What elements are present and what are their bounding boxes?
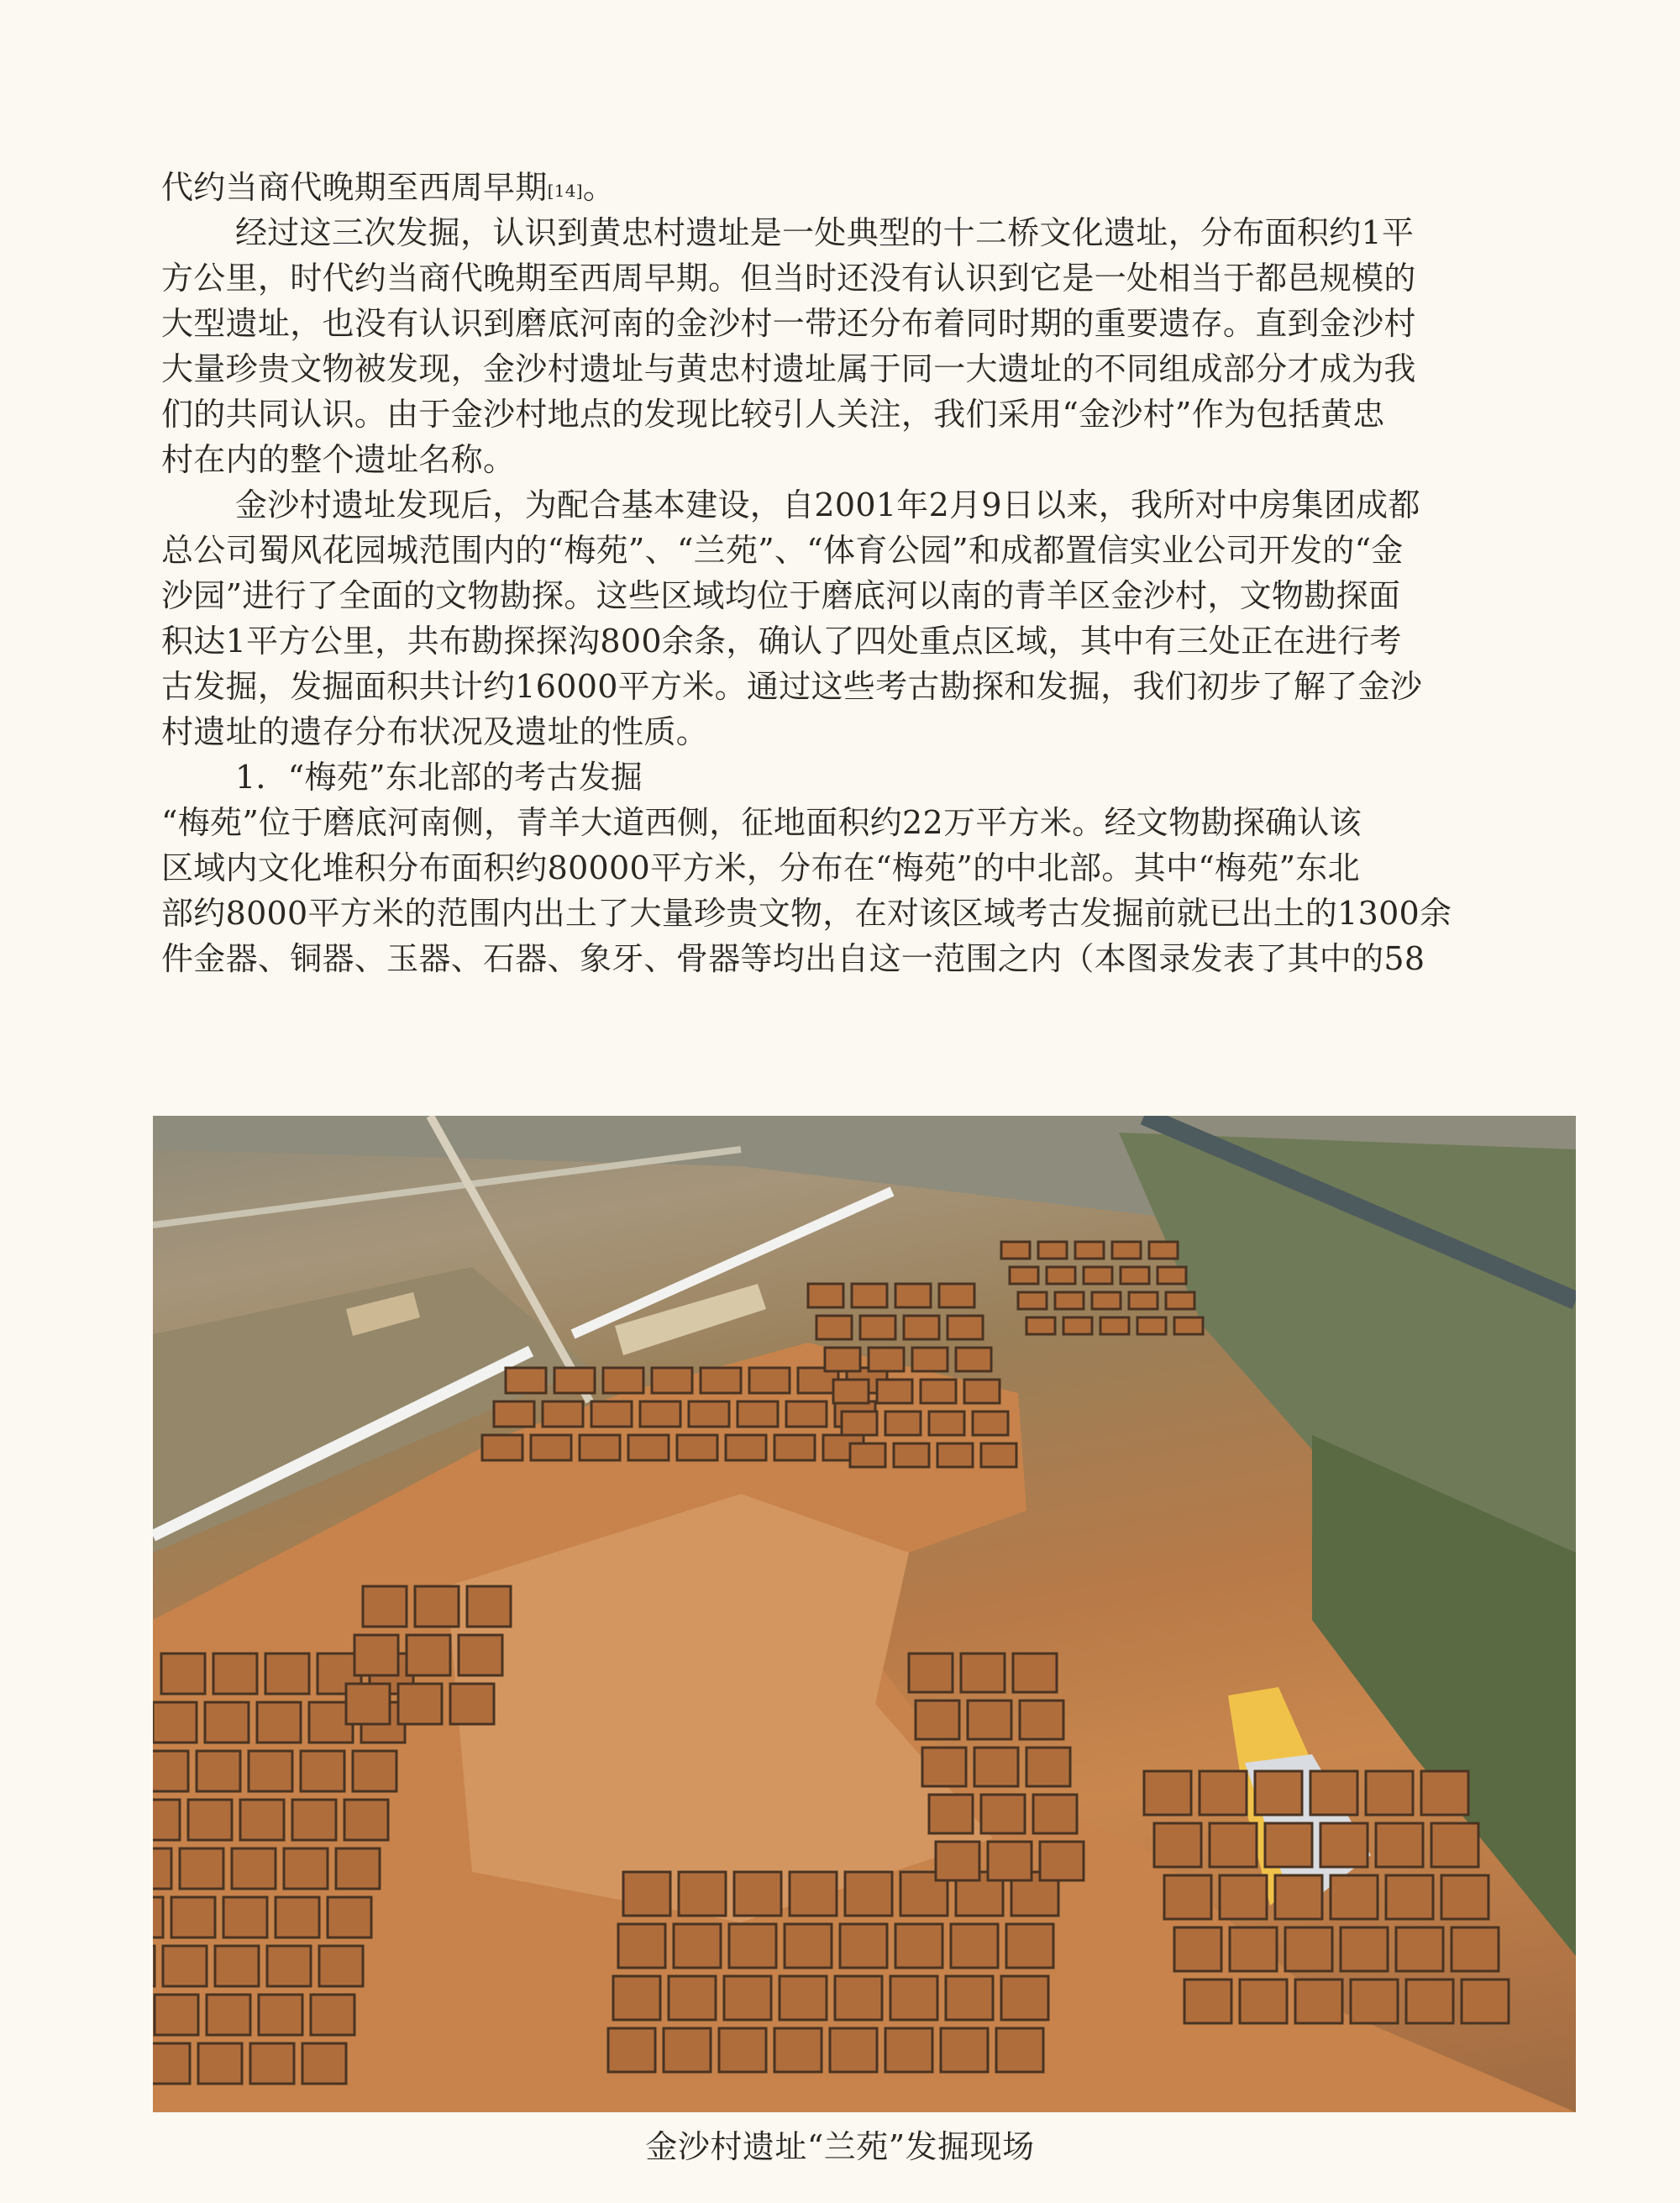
trench-cell (912, 1348, 948, 1371)
trench-cell (850, 1443, 885, 1467)
trench-cell (1341, 1927, 1388, 1971)
trench-cell (895, 1284, 931, 1307)
trench-cell (265, 1654, 309, 1694)
trench-cell (981, 1795, 1025, 1833)
trench-cell (1310, 1771, 1357, 1815)
trench-cell (1100, 1317, 1129, 1334)
trench-cell (171, 1897, 215, 1937)
trench-cell (1431, 1823, 1478, 1867)
text-line: 经过这三次发掘，认识到黄忠村遗址是一处典型的十二桥文化遗址，分布面积约1平 (235, 214, 1415, 251)
trench-cell (623, 1872, 670, 1916)
trench-cell (845, 1872, 892, 1916)
trench-cell (213, 1654, 257, 1694)
trench-cell (153, 1751, 188, 1791)
trench-cell (346, 1684, 390, 1724)
trench-cell (1040, 1842, 1084, 1880)
trench-cell (407, 1635, 450, 1675)
trench-cell (689, 1401, 729, 1427)
trench-cell (1275, 1875, 1322, 1919)
trench-cell (223, 1897, 267, 1937)
trench-cell (1055, 1292, 1084, 1309)
trench-cell (554, 1368, 595, 1393)
trench-cell (415, 1586, 459, 1627)
trench-cell (1112, 1242, 1141, 1259)
trench-cell (240, 1800, 284, 1840)
trench-cell (785, 1924, 832, 1968)
trench-cell (153, 1897, 163, 1937)
trench-cell (852, 1284, 887, 1307)
trench-cell (580, 1435, 620, 1460)
trench-cell (904, 1316, 939, 1339)
trench-cell (163, 1946, 207, 1986)
trench-cell (941, 2028, 988, 2072)
trench-cell (790, 1872, 837, 1916)
section-heading: 1．“梅苑”东北部的考古发掘 (235, 759, 643, 796)
trench-cell (1075, 1242, 1104, 1259)
text-line: 代约当商代晚期至西周早期[14]。 (161, 169, 616, 206)
trench-cell (929, 1412, 964, 1435)
trench-cell (1047, 1267, 1075, 1284)
trench-cell (467, 1586, 511, 1627)
trench-cell (939, 1284, 974, 1307)
trench-cell (921, 1380, 956, 1403)
trench-cell (961, 1654, 1005, 1692)
trench-cell (155, 1995, 198, 2035)
trench-cell (833, 1380, 869, 1403)
trench-cell (284, 1848, 328, 1889)
trench-cell (1166, 1292, 1194, 1309)
trench-cell (276, 1897, 319, 1937)
trench-cell (292, 1800, 336, 1840)
text-line: 积达1平方公里，共布勘探探沟800余条，确认了四处重点区域，其中有三处正在进行考 (161, 623, 1402, 660)
trench-cell (1376, 1823, 1423, 1867)
trench-cell (869, 1348, 904, 1371)
trench-cell (894, 1443, 929, 1467)
trench-cell (842, 1412, 877, 1435)
trench-cell (232, 1848, 276, 1889)
trench-cell (161, 1654, 205, 1694)
trench-cell (215, 1946, 259, 1986)
trench-cell (482, 1435, 522, 1460)
text-line: 们的共同认识。由于金沙村地点的发现比较引人关注，我们采用“金沙村”作为包括黄忠 (161, 396, 1385, 433)
trench-cell (249, 1751, 292, 1791)
text-line: 古发掘，发掘面积共计约16000平方米。通过这些考古勘探和发掘，我们初步了解了金沙 (161, 668, 1423, 705)
text-line: 金沙村遗址发现后，为配合基本建设，自2001年2月9日以来，我所对中房集团成都 (235, 486, 1420, 523)
trench-cell (543, 1401, 583, 1427)
site-building (615, 1284, 766, 1355)
trench-cell (257, 1702, 301, 1743)
trench-cell (734, 1872, 781, 1916)
text-line: 大型遗址，也没有认识到磨底河南的金沙村一带还分布着同时期的重要遗存。直到金沙村 (161, 305, 1416, 342)
trench-cell (816, 1316, 852, 1339)
trench-cell (531, 1435, 571, 1460)
trench-cell (459, 1635, 502, 1675)
trench-cell (738, 1401, 778, 1427)
trench-cell (1006, 1924, 1053, 1968)
trench-cell (267, 1946, 311, 1986)
trench-cell (301, 1751, 344, 1791)
text-line: 件金器、铜器、玉器、石器、象牙、骨器等均出自这一范围之内（本图录发表了其中的58 (161, 940, 1425, 977)
trench-cell (719, 2028, 766, 2072)
trench-cell (1210, 1823, 1257, 1867)
trench-cell (153, 1848, 171, 1889)
trench-cell (916, 1701, 959, 1739)
trench-cell (909, 1654, 953, 1692)
trench-cell (922, 1748, 966, 1786)
trench-cell (336, 1848, 380, 1889)
text-line: 部约8000平方米的范围内出土了大量珍贵文物，在对该区域考古发掘前就已出土的1300余 (161, 895, 1452, 932)
trench-cell (1038, 1242, 1067, 1259)
trench-cell (353, 1751, 396, 1791)
trench-cell (1255, 1771, 1302, 1815)
trench-cell (302, 2043, 346, 2084)
trench-cell (1406, 1980, 1453, 2023)
trench-cell (964, 1380, 1000, 1403)
trench-cell (1265, 1823, 1312, 1867)
trench-cell (825, 1348, 860, 1371)
citation-superscript: [14] (547, 181, 583, 201)
trench-cell (250, 2043, 294, 2084)
trench-cell (398, 1684, 442, 1724)
trench-cell (1018, 1292, 1047, 1309)
trench-cell (890, 1976, 937, 2020)
trench-cell (973, 1412, 1008, 1435)
trench-cell (1421, 1771, 1468, 1815)
text-line: 区域内文化堆积分布面积约80000平方米，分布在“梅苑”的中北部。其中“梅苑”东北 (161, 849, 1360, 886)
trench-cell (188, 1800, 232, 1840)
text-line: 村遗址的遗存分布状况及遗址的性质。 (161, 713, 709, 750)
trench-cell (996, 2028, 1043, 2072)
trench-cell (937, 1443, 973, 1467)
trench-cell (830, 2028, 877, 2072)
trench-cell (664, 2028, 711, 2072)
trench-cell (877, 1380, 912, 1403)
trench-cell (153, 1702, 197, 1743)
trench-cell (968, 1701, 1011, 1739)
trench-cell (1026, 1748, 1070, 1786)
trench-cell (1144, 1771, 1191, 1815)
trench-cell (1084, 1267, 1112, 1284)
trench-cell (259, 1995, 302, 2035)
trench-cell (1010, 1267, 1038, 1284)
trench-cell (1462, 1980, 1509, 2023)
trench-cell (494, 1401, 534, 1427)
trench-cell (1149, 1242, 1178, 1259)
trench-cell (1001, 1976, 1048, 2020)
trench-cell (677, 1435, 717, 1460)
trench-cell (981, 1443, 1016, 1467)
trench-cell (774, 1435, 815, 1460)
text-line: 总公司蜀风花园城范围内的“梅苑”、“兰苑”、“体育公园”和成都置信实业公司开发的“金 (161, 532, 1404, 569)
trench-cell (197, 1751, 240, 1791)
trench-cell (1158, 1267, 1186, 1284)
trench-cell (652, 1368, 692, 1393)
trench-cell (936, 1842, 979, 1880)
trench-cell (153, 1946, 155, 1986)
trench-cell (729, 1924, 776, 1968)
trench-cell (608, 2028, 655, 2072)
trench-cell (1129, 1292, 1158, 1309)
trench-cell (1386, 1875, 1433, 1919)
trench-cell (1137, 1317, 1166, 1334)
trench-cell (948, 1316, 983, 1339)
trench-cell (613, 1976, 660, 2020)
text-line: 沙园”进行了全面的文物勘探。这些区域均位于磨底河以南的青羊区金沙村，文物勘探面 (161, 577, 1401, 614)
trench-cell (835, 1976, 882, 2020)
trench-cell (885, 2028, 932, 2072)
road (153, 1149, 741, 1225)
trench-cell (726, 1435, 766, 1460)
trench-cell (1230, 1927, 1277, 1971)
trench-cell (774, 2028, 822, 2072)
trench-cell (1351, 1980, 1398, 2023)
trench-cell (328, 1897, 371, 1937)
trench-cell (1164, 1875, 1211, 1919)
trench-cell (153, 2043, 190, 2084)
trench-cell (840, 1924, 887, 1968)
trench-cell (1020, 1701, 1063, 1739)
trench-cell (1001, 1242, 1030, 1259)
excavation-photo (153, 1116, 1576, 2112)
trench-cell (808, 1284, 843, 1307)
trench-cell (591, 1401, 632, 1427)
trench-cell (786, 1401, 827, 1427)
trench-cell (450, 1684, 494, 1724)
trench-cell (885, 1412, 921, 1435)
trench-cell (1285, 1927, 1332, 1971)
trench-cell (603, 1368, 643, 1393)
trench-cell (1220, 1875, 1267, 1919)
trench-cell (1295, 1980, 1342, 2023)
trench-cell (1174, 1927, 1221, 1971)
trench-cell (956, 1348, 991, 1371)
trench-cell (679, 1872, 726, 1916)
trench-cell (205, 1702, 249, 1743)
trench-cell (344, 1800, 388, 1840)
trench-cell (860, 1316, 895, 1339)
trench-cell (1366, 1771, 1413, 1815)
trench-cell (180, 1848, 223, 1889)
trench-cell (1092, 1292, 1121, 1309)
trench-cell (618, 1924, 665, 1968)
trench-cell (363, 1586, 407, 1627)
text-line: 方公里，时代约当商代晚期至西周早期。但当时还没有认识到它是一处相当于都邑规模的 (161, 260, 1416, 297)
trench-cell (895, 1924, 942, 1968)
trench-cell (1026, 1317, 1055, 1334)
trench-cell (724, 1976, 771, 2020)
trench-cell (311, 1995, 354, 2035)
trench-cell (1200, 1771, 1247, 1815)
text-line: “梅苑”位于磨底河南侧，青羊大道西侧，征地面积约22万平方米。经文物勘探确认该 (161, 804, 1362, 841)
trench-cell (1331, 1875, 1378, 1919)
trench-cell (1452, 1927, 1499, 1971)
trench-cell (749, 1368, 790, 1393)
body-text (161, 165, 1581, 981)
trench-cell (640, 1401, 680, 1427)
trench-cell (1154, 1823, 1201, 1867)
trench-cell (1174, 1317, 1203, 1334)
trench-cell (1184, 1980, 1231, 2023)
trench-cell (1063, 1317, 1092, 1334)
trench-cell (198, 2043, 242, 2084)
trench-cell (1033, 1795, 1077, 1833)
trench-cell (1320, 1823, 1368, 1867)
text-line: 大量珍贵文物被发现，金沙村遗址与黄忠村遗址属于同一大遗址的不同组成部分才成为我 (161, 350, 1416, 387)
trench-cell (1013, 1654, 1057, 1692)
trench-cell (506, 1368, 546, 1393)
trench-cell (929, 1795, 973, 1833)
trench-cell (674, 1924, 721, 1968)
trench-cell (780, 1976, 827, 2020)
trench-cell (1441, 1875, 1488, 1919)
trench-cell (988, 1842, 1032, 1880)
figure-caption: 金沙村遗址“兰苑”发掘现场 (645, 2128, 1035, 2165)
text-line: 村在内的整个遗址名称。 (161, 441, 516, 478)
trench-cell (153, 1800, 180, 1840)
trench-cell (319, 1946, 363, 1986)
trench-cell (669, 1976, 716, 2020)
trench-cell (951, 1924, 998, 1968)
trench-cell (701, 1368, 741, 1393)
trench-cell (354, 1635, 398, 1675)
trench-cell (207, 1995, 250, 2035)
trench-cell (1240, 1980, 1287, 2023)
trench-cell (974, 1748, 1018, 1786)
trench-cell (628, 1435, 669, 1460)
trench-cell (946, 1976, 993, 2020)
trench-cell (1396, 1927, 1443, 1971)
trench-cell (1121, 1267, 1149, 1284)
